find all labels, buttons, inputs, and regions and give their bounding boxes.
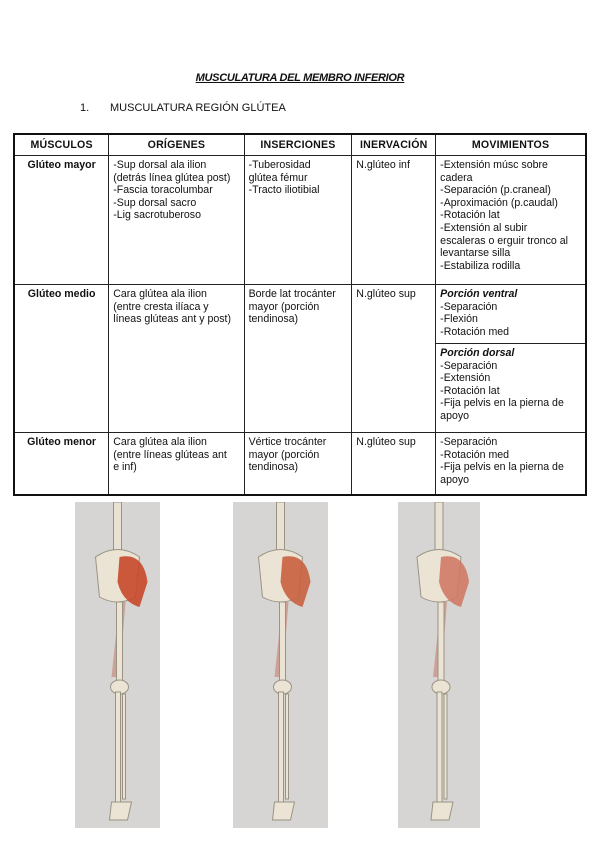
header-origins: ORÍGENES [109,134,244,156]
muscle-table [13,133,587,496]
origins-cell: Cara glútea ala ilion (entre líneas glúteas ant e inf) [109,433,244,495]
insertions-cell: -Tuberosidad glútea fémur -Tracto iliotibial [244,156,352,285]
dorsal-title: Porción dorsal [440,347,515,359]
insertions-cell: Borde lat trocánter mayor (porción tendinosa) [244,285,352,433]
header-insertions: INSERCIONES [244,134,352,156]
table-row [14,285,586,344]
gluteus-medius-illustration [233,502,328,828]
ventral-movements: -Separación -Flexión -Rotación med [440,300,510,338]
gluteus-maximus-illustration [75,502,160,828]
leg-anatomy-drawing [75,502,160,828]
dorsal-movements: -Separación -Extensión -Rotación lat -Fija pelvis en la pierna de apoyo [440,359,564,422]
leg-anatomy-drawing [233,502,328,828]
gluteus-minimus-illustration [398,502,480,828]
section-heading [80,102,286,114]
innervation-cell: N.glúteo sup [352,433,436,495]
movements-ventral-cell [436,285,586,344]
innervation-cell: N.glúteo sup [352,285,436,433]
table-row [14,156,586,285]
header-innervation: INERVACIÓN [352,134,436,156]
header-muscles: MÚSCULOS [14,134,109,156]
movements-cell: -Separación -Rotación med -Fija pelvis en la pierna de apoyo [436,433,586,495]
section-number: 1. [80,102,90,114]
leg-anatomy-drawing [398,502,480,828]
movements-dorsal-cell [436,344,586,433]
document-title: MUSCULATURA DEL MEMBRO INFERIOR [195,72,405,84]
movements-cell: -Extensión músc sobre cadera -Separación (p.craneal) -Aproximación (p.caudal) -Rotación lat -Extensión al subir escaleras o erguir tronco al levantarse silla -Estabiliza rodilla [436,156,586,285]
origins-cell: -Sup dorsal ala ilion (detrás línea glútea post) -Fascia toracolumbar -Sup dorsal sacro -Lig sacrotuberoso [109,156,244,285]
muscle-name: Glúteo menor [14,433,109,495]
origins-cell: Cara glútea ala ilion (entre cresta ilíaca y líneas glúteas ant y post) [109,285,244,433]
header-movements: MOVIMIENTOS [436,134,586,156]
table-header-row [14,134,586,156]
muscle-name: Glúteo medio [14,285,109,433]
ventral-title: Porción ventral [440,288,518,300]
muscle-name: Glúteo mayor [14,156,109,285]
innervation-cell: N.glúteo inf [352,156,436,285]
insertions-cell: Vértice trocánter mayor (porción tendinosa) [244,433,352,495]
table-row [14,433,586,495]
section-label: MUSCULATURA REGIÓN GLÚTEA [110,102,286,114]
